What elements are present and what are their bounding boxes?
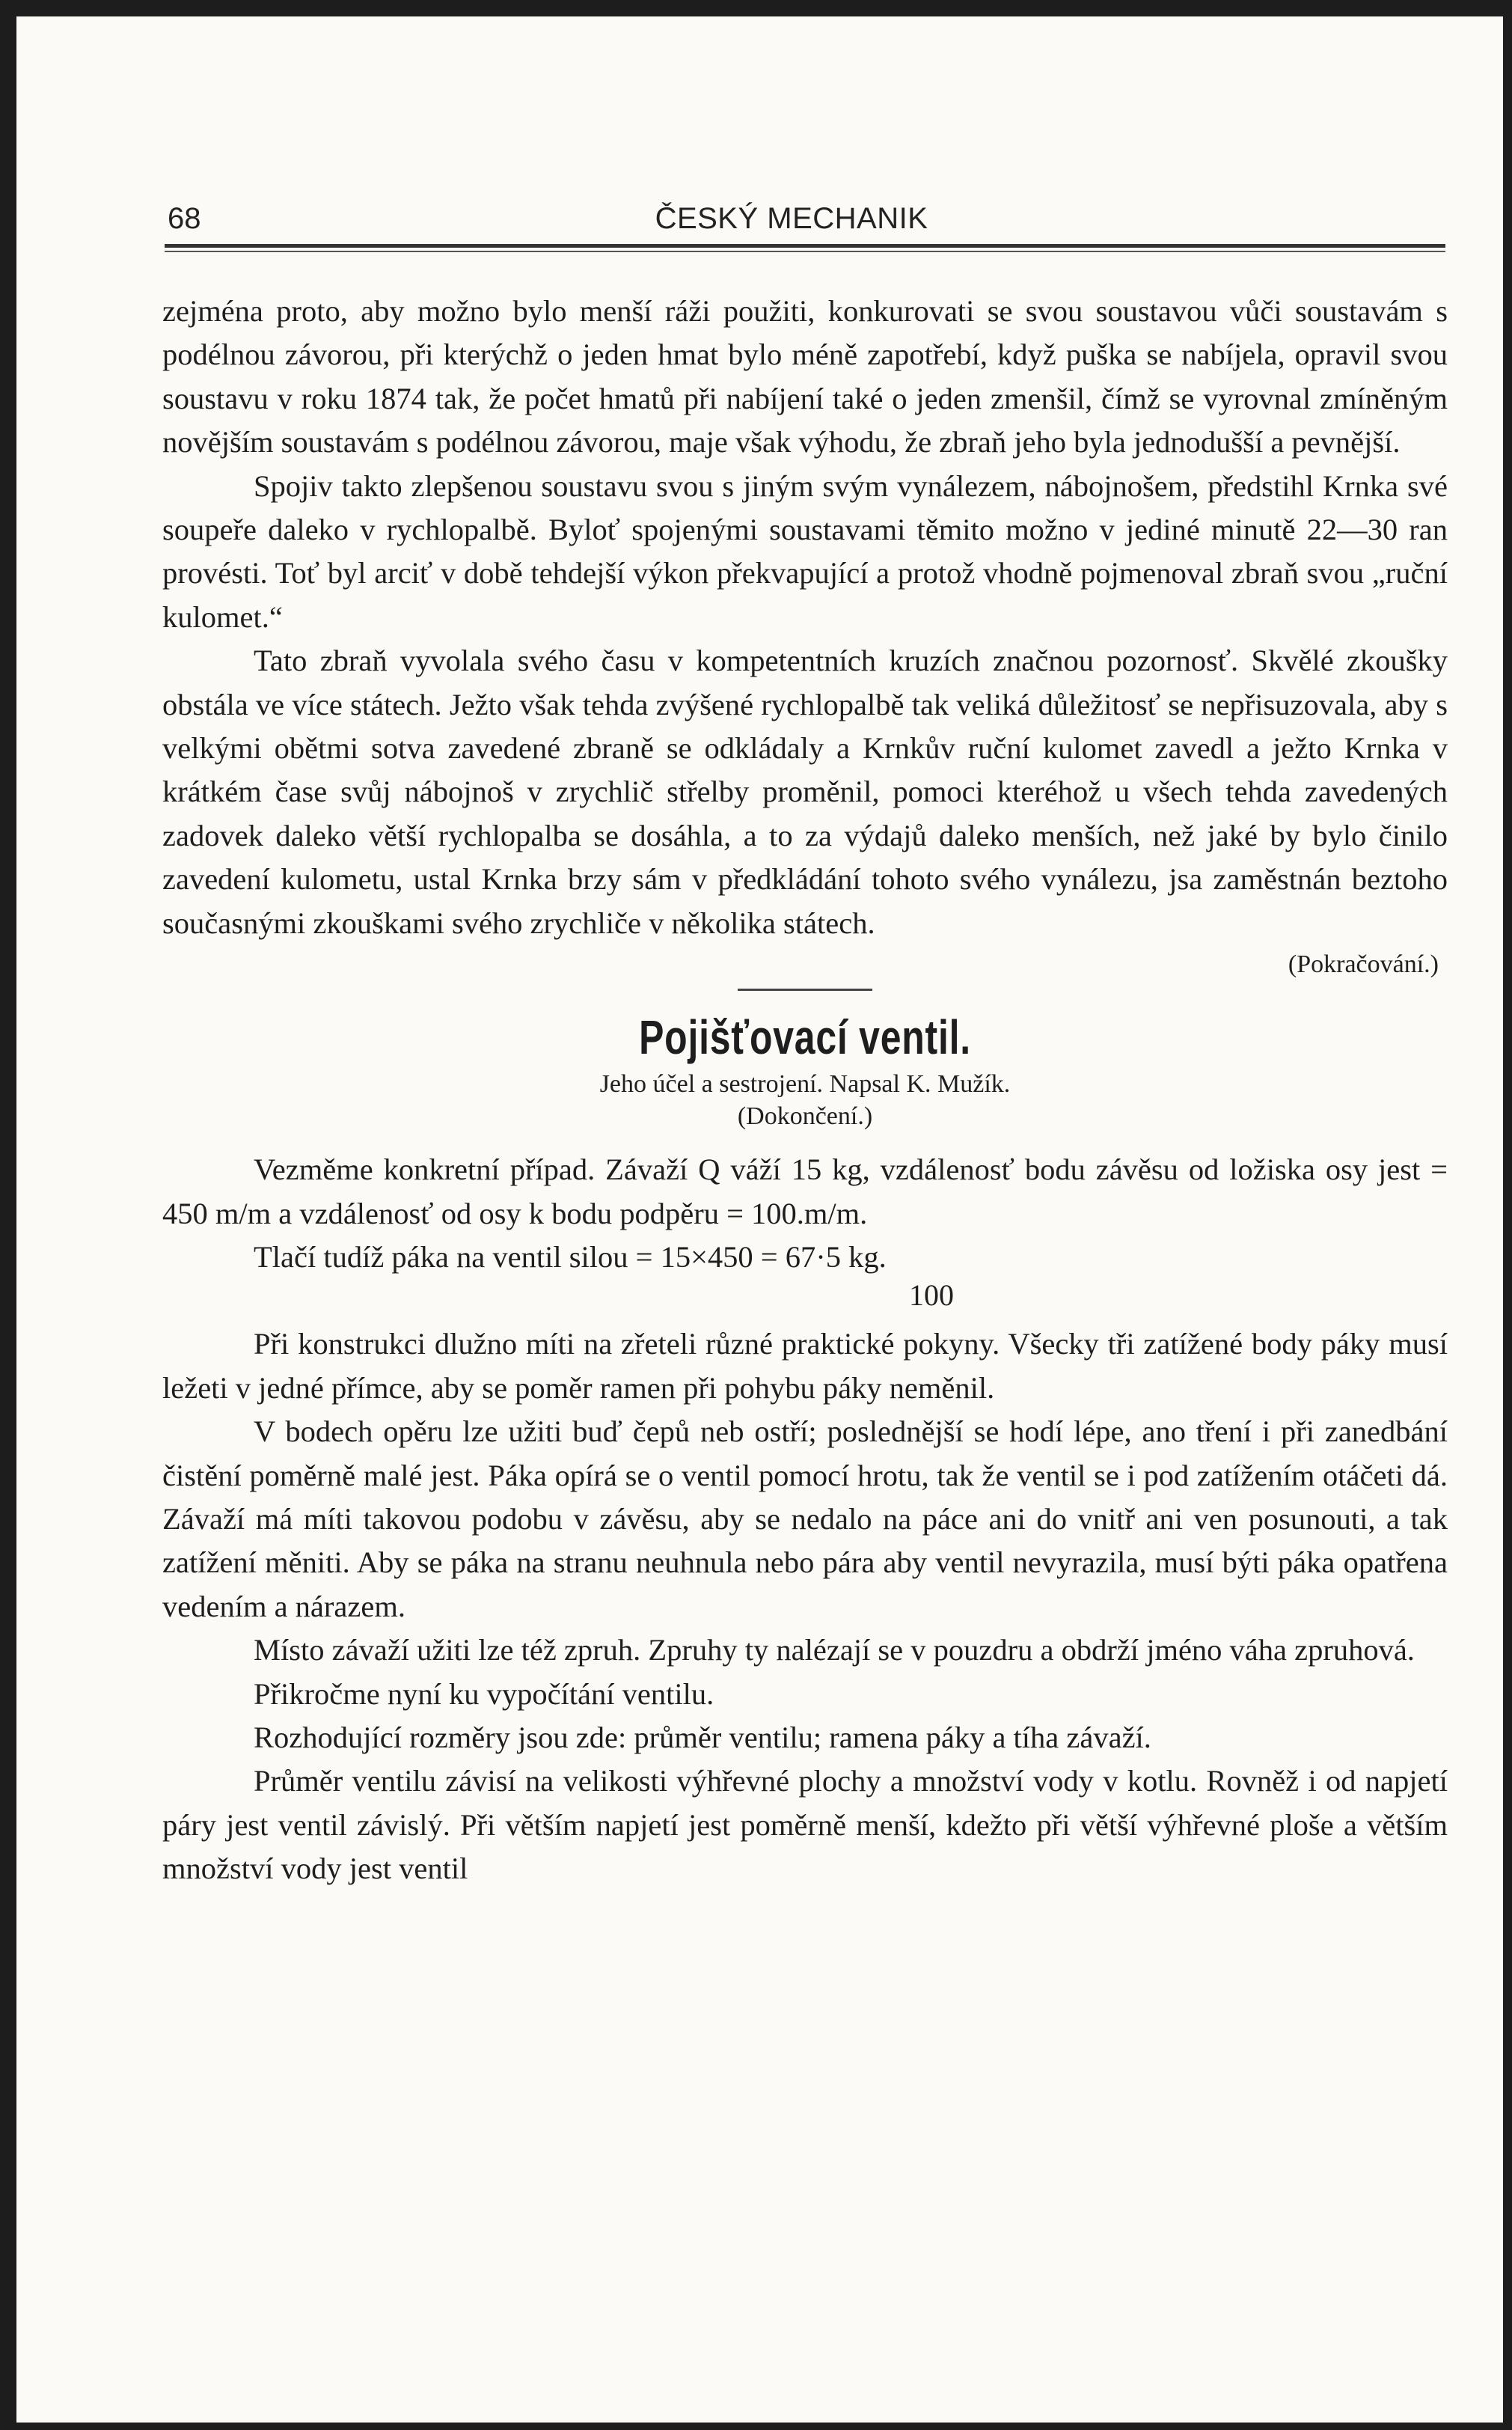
paragraph: Rozhodující rozměry jsou zde: průměr ventilu; ramena páky a tíha závaží. bbox=[254, 1720, 1151, 1754]
paragraph: V bodech opěru lze užiti buď čepů neb ostří; poslednější se hodí lépe, ano tření i při zanedbání čistění poměrně malé jest. Páka opírá se o ventil pomocí hrotu, tak že ventil se i pod zatížením otáčeti dá. Závaží má míti takovou podobu v závěsu, aby se nedalo na páce ani do vnitř ani ven posunouti, a tak zatížení měniti. Aby se páka na stranu neuhnula nebo pára aby ventil nevyrazila, musí býti páka opatřena vedením a nárazem. bbox=[162, 1414, 1448, 1623]
paragraph: zejména proto, aby možno bylo menší ráži použiti, konkurovati se svou soustavou vůči soustavám s podélnou závorou, při kterýchž o jeden hmat bylo méně zapotřebí, když puška se nabíjela, opravil svou soustavu v roku 1874 tak, že počet hmatů při nabíjení také o jeden zmenšil, čímž se vyrovnal zmíněným novějším soustavám s podélnou závorou, maje však výhodu, že zbraň jeho byla jednodušší a pevnější. bbox=[162, 294, 1448, 460]
paragraph-formula: Tlačí tudíž páka na ventil silou = 15×450 = 67·5 kg. bbox=[254, 1239, 887, 1274]
article-status: (Dokončení.) bbox=[737, 1102, 873, 1131]
body-text bbox=[162, 290, 1448, 1891]
paragraph: Místo závaží užiti lze též zpruh. Zpruhy ty nalézají se v pouzdru a obdrží jméno váha zpruhová. bbox=[254, 1633, 1415, 1667]
paragraph: Průměr ventilu závisí na velikosti výhřevné plochy a množství vody v kotlu. Rovněž i od napjetí páry jest ventil závislý. Při větším napjetí jest poměrně menší, kdežto při větší výhřevné ploše a větším množství vody jest ventil bbox=[162, 1764, 1448, 1886]
article-title: Pojišťovací ventil. bbox=[639, 1010, 971, 1065]
header-rule bbox=[165, 244, 1445, 252]
article-subtitle: Jeho účel a sestrojení. Napsal K. Mužík. bbox=[599, 1070, 1011, 1099]
paragraph: Vezměme konkretní případ. Závaží Q váží 15 kg, vzdálenosť bodu závěsu od ložiska osy jest = 450 m/m a vzdálenosť od osy k bodu podpěru = 100.m/m. bbox=[162, 1153, 1448, 1230]
formula-denominator: 100 bbox=[909, 1278, 954, 1313]
section-separator bbox=[738, 989, 872, 991]
paragraph: Tato zbraň vyvolala svého času v kompetentních kruzích značnou pozornosť. Skvělé zkoušky obstála ve více státech. Ježto však tehda zvýšené rychlopalbě tak veliká důležitosť se nepřisuzovala, aby s velkými obětmi sotva zavedené zbraně se odkládaly a Krnkův ruční kulomet zavedl a ježto Krnka v krátkém čase svůj nábojnoš v zrychlič střelby proměnil, pomoci kteréhož u všech tehda zavedených zadovek daleko větší rychlopalba se dosáhla, a to za výdajů daleko menších, než jaké by bylo činilo zavedení kulometu, ustal Krnka brzy sám v předkládání tohoto svého vynálezu, jsa zaměstnán beztoho současnými zkouškami svého zrychliče v několika státech. bbox=[162, 644, 1448, 940]
paragraph: Přikročme nyní ku vypočítání ventilu. bbox=[254, 1676, 714, 1711]
running-header bbox=[145, 198, 1438, 236]
paragraph: Při konstrukci dlužno míti na zřeteli různé praktické pokyny. Všecky tři zatížené body páky musí ležeti v jedné přímce, aby se poměr ramen při pohybu páky neměnil. bbox=[162, 1327, 1448, 1405]
paragraph: Spojiv takto zlepšenou soustavu svou s jiným svým vynálezem, nábojnošem, předstihl Krnka své soupeře daleko v rychlopalbě. Byloť spojenými soustavami těmito možno v jediné minutě 22—30 ran provésti. Toť byl arciť v době tehdejší výkon překvapující a protož vhodně pojmenoval zbraň svou „ruční kulomet.“ bbox=[162, 468, 1448, 634]
page-sheet bbox=[16, 16, 1503, 2423]
journal-title: ČESKÝ MECHANIK bbox=[655, 202, 928, 235]
continuation-note: (Pokračování.) bbox=[1288, 950, 1439, 979]
page-number: 68 bbox=[168, 202, 201, 235]
